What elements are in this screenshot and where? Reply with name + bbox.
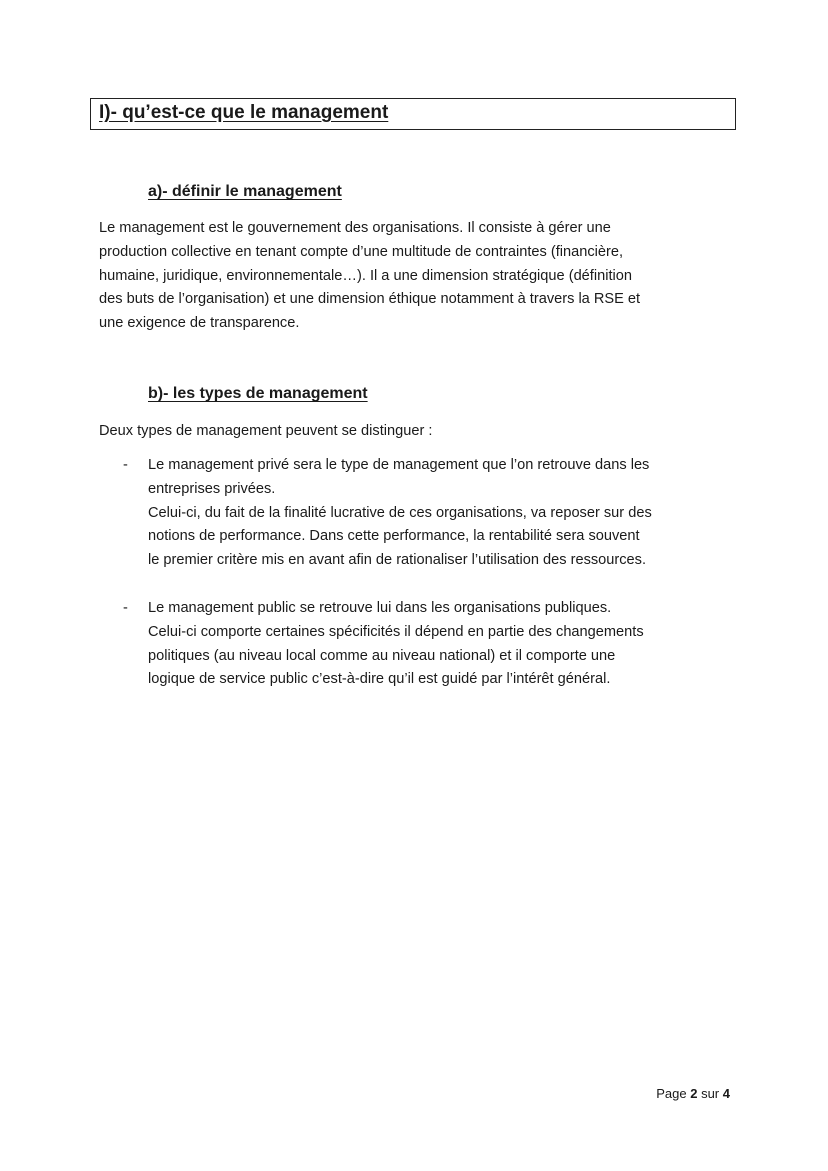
bullet-text	[148, 454, 748, 573]
paragraph-intro	[99, 420, 729, 444]
section-title: I)- qu’est-ce que le management	[99, 102, 389, 123]
paragraph-line: humaine, juridique, environnementale…). Il a une dimension stratégique (définition	[99, 267, 632, 284]
subheading-b: b)- les types de management	[148, 385, 368, 402]
bullet-line: Celui-ci, du fait de la finalité lucrative de ces organisations, va reposer sur des	[148, 504, 652, 521]
paragraph-line: production collective en tenant compte d’une multitude de contraintes (financière,	[99, 243, 624, 260]
bullet-marker: -	[123, 600, 128, 616]
bullet-line: entreprises privées.	[148, 480, 276, 497]
bullet-line: le premier critère mis en avant afin de rationaliser l’utilisation des ressources.	[148, 552, 647, 569]
bullet-line: Le management privé sera le type de management que l’on retrouve dans les	[148, 457, 650, 473]
section-title-box	[90, 98, 736, 130]
bullet-text	[148, 597, 748, 692]
bullet-line: Le management public se retrouve lui dans les organisations publiques.	[148, 600, 612, 616]
page-label: Page	[656, 1086, 687, 1101]
bullet-line: notions de performance. Dans cette performance, la rentabilité sera souvent	[148, 528, 640, 545]
paragraph-line: des buts de l’organisation) et une dimension éthique notamment à travers la RSE et	[99, 291, 641, 308]
bullet-line: politiques (au niveau local comme au niveau national) et il comporte une	[148, 647, 616, 664]
bullet-line: logique de service public c’est-à-dire qu’il est guidé par l’intérêt général.	[148, 671, 611, 688]
paragraph-line: Deux types de management peuvent se distinguer :	[99, 423, 433, 439]
paragraph-line: une exigence de transparence.	[99, 315, 300, 332]
bullet-line: Celui-ci comporte certaines spécificités il dépend en partie des changements	[148, 623, 644, 640]
paragraph-line: Le management est le gouvernement des organisations. Il consiste à gérer une	[99, 220, 611, 236]
page-current: 2	[690, 1086, 698, 1101]
bullet-marker: -	[123, 457, 128, 473]
page-separator: sur	[701, 1086, 720, 1101]
subheading-a: a)- définir le management	[148, 183, 342, 200]
paragraph-definition	[99, 217, 729, 336]
page-total: 4	[722, 1086, 730, 1101]
page-number	[656, 1086, 730, 1101]
